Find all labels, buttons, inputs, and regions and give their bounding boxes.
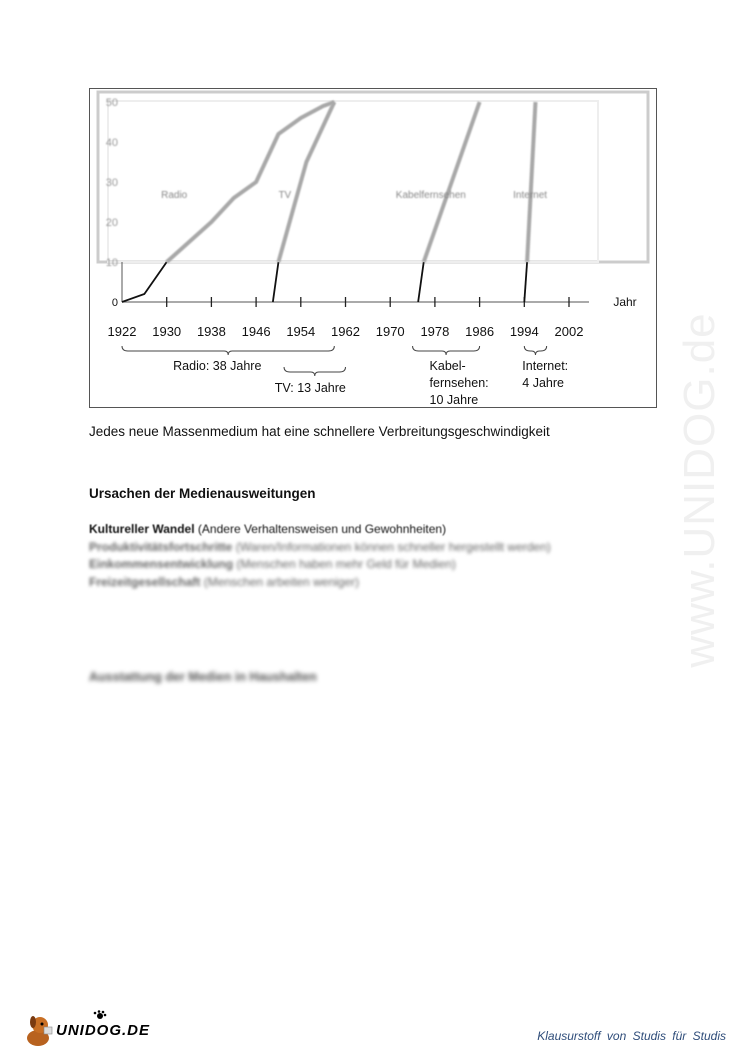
cause-item bbox=[89, 574, 551, 592]
series-label: Radio bbox=[161, 190, 188, 201]
cause-detail: (Andere Verhaltensweisen und Gewohnheiten) bbox=[197, 522, 447, 536]
cause-term: Kultureller Wandel bbox=[89, 522, 195, 536]
brace bbox=[284, 367, 345, 376]
y-tick-label: 0 bbox=[111, 297, 118, 309]
x-axis-label: Jahr bbox=[613, 295, 637, 309]
x-tick-label: 1930 bbox=[152, 324, 182, 339]
brace bbox=[524, 346, 546, 355]
cause-detail: (Menschen arbeiten weniger) bbox=[203, 574, 360, 589]
x-tick-label: 1946 bbox=[241, 324, 271, 339]
series-line-internet-upper bbox=[527, 102, 535, 262]
series-label: Internet bbox=[513, 190, 548, 201]
cause-term: Einkommensentwicklung bbox=[89, 557, 234, 571]
brace-label: TV: 13 Jahre bbox=[274, 381, 346, 395]
chart-caption: Jedes neue Massenmedium hat eine schnellere Verbreitungsgeschwindigkeit bbox=[89, 424, 550, 439]
upper-inset-frame bbox=[98, 92, 648, 262]
upper-plot-frame bbox=[105, 101, 598, 262]
cause-item bbox=[89, 521, 551, 539]
y-tick-label: 50 bbox=[105, 97, 118, 109]
x-tick-label: 1970 bbox=[375, 324, 405, 339]
x-tick-label: 1994 bbox=[509, 324, 539, 339]
series-label: TV bbox=[278, 190, 292, 201]
series-line-radio-upper bbox=[167, 102, 335, 262]
brace-label: Kabel- fernsehen: 10 Jahre bbox=[429, 359, 489, 407]
x-tick-label: 1986 bbox=[465, 324, 495, 339]
brace bbox=[413, 346, 480, 355]
cause-detail: (Waren/Informationen können schneller hergestellt werden) bbox=[235, 539, 551, 554]
x-tick-label: 1938 bbox=[196, 324, 226, 339]
cause-term: Produktivitätsfortschritte bbox=[89, 539, 233, 554]
cause-detail: (Menschen haben mehr Geld für Medien) bbox=[236, 557, 456, 571]
y-tick-label: 30 bbox=[105, 177, 118, 189]
x-tick-label: 1954 bbox=[286, 324, 316, 339]
section-heading-causes: Ursachen der Medienausweitungen bbox=[89, 486, 316, 501]
dog-icon bbox=[27, 1016, 52, 1046]
y-tick-label: 40 bbox=[105, 137, 118, 149]
series-line-radio-lower bbox=[122, 262, 167, 302]
y-tick-label: 20 bbox=[105, 217, 118, 229]
x-tick-label: 1978 bbox=[420, 324, 450, 339]
chart-frame bbox=[89, 88, 657, 408]
series-line-kabelfernsehen-lower bbox=[418, 262, 424, 302]
cause-item bbox=[89, 556, 551, 574]
x-tick-label: 2002 bbox=[554, 324, 584, 339]
footer-slogan: Klausurstoff von Studis für Studis bbox=[537, 1029, 726, 1043]
series-line-tv-lower bbox=[273, 262, 279, 302]
y-tick-label: 10 bbox=[105, 257, 118, 269]
brace-label: Internet: 4 Jahre bbox=[522, 359, 569, 390]
section-heading-households: Ausstattung der Medien in Haushalten bbox=[89, 670, 317, 684]
x-tick-label: 1962 bbox=[331, 324, 360, 339]
series-line-internet-lower bbox=[524, 262, 527, 302]
cause-item bbox=[89, 539, 551, 557]
watermark: www.UNIDOG.de bbox=[675, 312, 724, 668]
x-tick-label: 1922 bbox=[107, 324, 137, 339]
causes-list bbox=[89, 521, 551, 591]
series-line-kabelfernsehen-upper bbox=[424, 102, 480, 262]
series-label: Kabelfernsehen bbox=[395, 190, 466, 201]
cause-term: Freizeitgesellschaft bbox=[89, 574, 201, 589]
paw-icon bbox=[94, 1010, 107, 1019]
logo-text: UNIDOG.DE bbox=[56, 1022, 151, 1039]
brace-label: Radio: 38 Jahre bbox=[173, 359, 262, 373]
brace bbox=[122, 346, 334, 355]
